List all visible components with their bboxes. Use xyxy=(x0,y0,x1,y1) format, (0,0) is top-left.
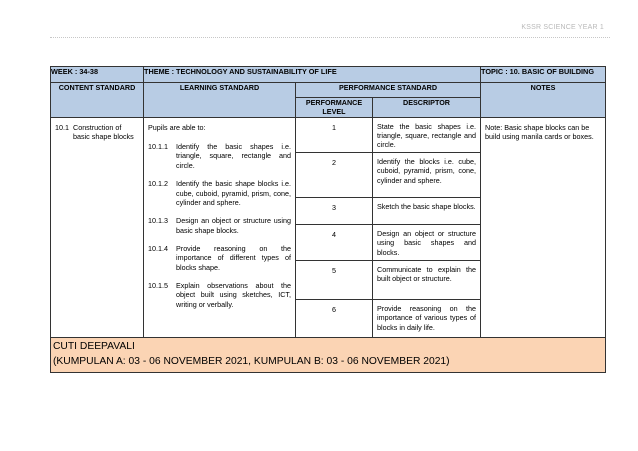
performance-level-1: 1 xyxy=(296,117,373,152)
learning-standard-item xyxy=(148,281,291,309)
learning-standard-text: Provide reasoning on the importance of different types of blocks shape. xyxy=(176,243,291,272)
learning-standard-number: 10.1.3 xyxy=(148,216,168,226)
holiday-cell xyxy=(51,337,606,372)
lesson-plan-table xyxy=(50,66,606,373)
descriptor-2: Identify the blocks i.e. cube, cuboid, pyramid, prism, cone, cylinder and sphere. xyxy=(373,152,481,197)
descriptor-4: Design an object or structure using basic shapes and blocks. xyxy=(373,224,481,260)
learning-standard-text: Identify the basic shape blocks i.e. cube, cuboid, pyramid, prism, cone, cylinder and sphere. xyxy=(176,179,291,207)
running-header: KSSR SCIENCE YEAR 1 xyxy=(521,24,604,31)
learning-standard-text: Design an object or structure using basic shape blocks. xyxy=(176,216,291,235)
learning-standard-item xyxy=(148,244,291,272)
descriptor-header: DESCRIPTOR xyxy=(373,98,481,118)
descriptor-5: Communicate to explain the built object or structure. xyxy=(373,260,481,299)
notes-header: NOTES xyxy=(481,83,606,118)
performance-level-header: PERFORMANCE LEVEL xyxy=(296,98,373,118)
learning-standard-item xyxy=(148,216,291,235)
learning-standard-text: Identify the basic shapes i.e. triangle, square, rectangle and circle. xyxy=(176,142,291,170)
learning-standard-cell xyxy=(144,117,296,337)
learning-standard-item xyxy=(148,179,291,207)
learning-standard-intro: Pupils are able to: xyxy=(148,122,206,132)
topic-label: TOPIC : 10. BASIC OF BUILDING xyxy=(481,67,606,83)
performance-level-3: 3 xyxy=(296,197,373,224)
performance-level-2: 2 xyxy=(296,152,373,197)
learning-standard-item xyxy=(148,142,291,170)
learning-standard-number: 10.1.1 xyxy=(148,142,168,152)
holiday-dates: (KUMPULAN A: 03 - 06 NOVEMBER 2021, KUMPULAN B: 03 - 06 NOVEMBER 2021) xyxy=(53,355,450,367)
week-label: WEEK : 34-38 xyxy=(51,67,144,83)
performance-level-5: 5 xyxy=(296,260,373,299)
content-standard-header: CONTENT STANDARD xyxy=(51,83,144,118)
learning-standard-header: LEARNING STANDARD xyxy=(144,83,296,118)
holiday-title: CUTI DEEPAVALI xyxy=(53,340,135,352)
learning-standard-number: 10.1.2 xyxy=(148,179,168,189)
header-divider xyxy=(50,37,610,38)
theme-label: THEME : TECHNOLOGY AND SUSTAINABILITY OF LIFE xyxy=(144,67,481,83)
performance-level-6: 6 xyxy=(296,299,373,337)
performance-standard-header: PERFORMANCE STANDARD xyxy=(296,83,481,98)
content-standard-cell xyxy=(51,117,144,337)
column-header-row xyxy=(51,83,606,98)
performance-row-1 xyxy=(51,117,606,152)
learning-standard-number: 10.1.5 xyxy=(148,281,168,291)
performance-level-4: 4 xyxy=(296,224,373,260)
top-bar-row xyxy=(51,67,606,83)
holiday-row xyxy=(51,337,606,372)
descriptor-1: State the basic shapes i.e. triangle, square, rectangle and circle. xyxy=(373,117,481,152)
descriptor-3: Sketch the basic shape blocks. xyxy=(373,197,481,224)
content-standard-number: 10.1 xyxy=(55,122,69,132)
notes-cell: Note: Basic shape blocks can be build using manila cards or boxes. xyxy=(481,117,606,337)
content-standard-text: Construction of basic shape blocks xyxy=(73,122,134,142)
descriptor-6: Provide reasoning on the importance of various types of blocks in daily life. xyxy=(373,299,481,337)
learning-standard-text: Explain observations about the object built using sketches, ICT, writing or verbally. xyxy=(176,281,291,309)
learning-standard-number: 10.1.4 xyxy=(148,243,168,253)
